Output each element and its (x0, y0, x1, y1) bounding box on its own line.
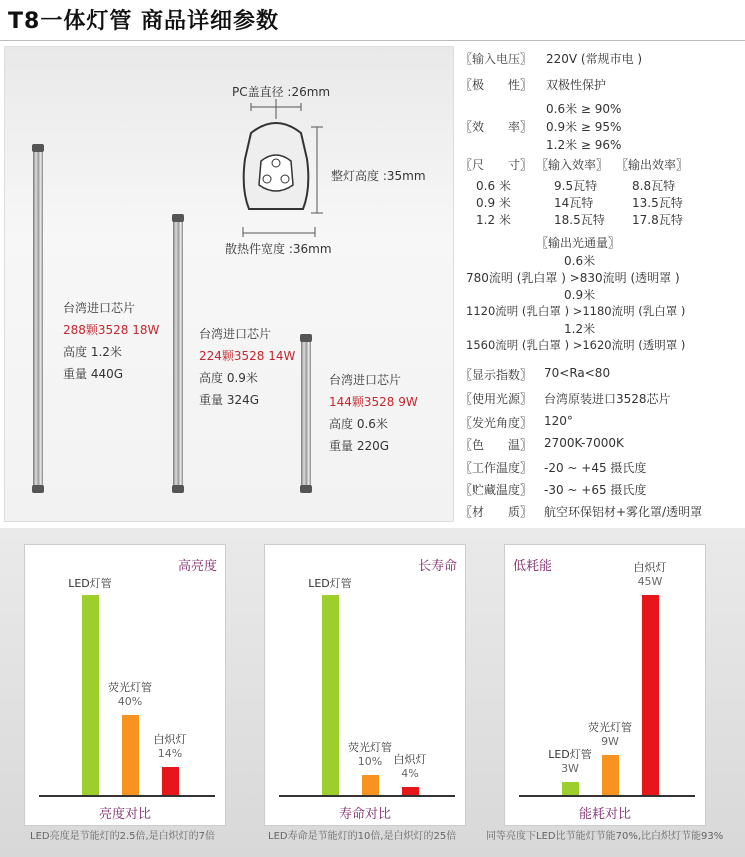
voltage-value: 220V (常规市电 ) (546, 52, 643, 66)
chart-bar (562, 782, 579, 795)
size-header: 〖尺 寸〗 (460, 158, 533, 172)
chart-bar-label (620, 559, 680, 588)
cri-key: 〖显示指数〗 (460, 368, 533, 382)
tube-1-weight: 重量 440G (63, 367, 124, 381)
size-row-2-size: 0.9 米 (476, 196, 511, 210)
lifespan-card-footer: 寿命对比 (338, 807, 391, 822)
chart-bar-value: 4% (401, 767, 419, 780)
chart-bar-name: 白炽灯 (393, 753, 427, 766)
chart-bar-name: LED灯管 (548, 748, 592, 761)
size-row-2-out: 13.5瓦特 (632, 196, 683, 210)
tube-1-chip: 台湾进口芯片 (63, 301, 136, 315)
tube-cross-section-diagram (231, 99, 331, 239)
chart-bar (122, 715, 139, 795)
lifespan-card (264, 544, 466, 826)
chart-bar (162, 767, 179, 795)
energy-card (504, 544, 706, 826)
chart-bar (362, 775, 379, 795)
size-row-3-in: 18.5瓦特 (554, 213, 605, 227)
size-row-1-out: 8.8瓦特 (632, 179, 676, 193)
energy-card-title: 低耗能 (513, 559, 553, 574)
flux-row-3-text: 1560流明 (乳白罩 ) >1620流明 (透明罩 ) (466, 338, 686, 352)
tube-3-chip: 台湾进口芯片 (329, 373, 402, 387)
working-temp-value: -20 ~ +45 摄氏度 (544, 461, 647, 475)
polarity-key: 〖极 性〗 (460, 78, 533, 92)
tube-1-led: 288颗3528 18W (63, 323, 160, 337)
tube-2-chip: 台湾进口芯片 (199, 327, 272, 341)
chart-bar-name: 荧光灯管 (588, 721, 632, 734)
polarity-value: 双极性保护 (546, 78, 607, 92)
footnote-lifespan: LED寿命是节能灯的10倍,是白炽灯的25倍 (268, 831, 457, 842)
storage-temp-key: 〖贮藏温度〗 (460, 483, 533, 497)
output-eff-header: 〖输出效率〗 (616, 158, 689, 172)
tube-3-weight: 重量 220G (329, 439, 390, 453)
pc-cover-diameter-label: PC盖直径 :26mm (232, 85, 331, 99)
chart-bar-label (300, 575, 360, 591)
chart-bar-value: 45W (637, 575, 663, 588)
size-row-1-size: 0.6 米 (476, 179, 511, 193)
tube-1-height: 高度 1.2米 (63, 345, 122, 359)
chart-bar-label (540, 746, 600, 775)
luminous-flux-key: 〖输出光通量〗 (536, 236, 621, 250)
tube-2-led: 224颗3528 14W (199, 349, 296, 363)
size-row-3-out: 17.8瓦特 (632, 213, 683, 227)
chart-bar-label (140, 731, 200, 760)
input-eff-header: 〖输入效率〗 (536, 158, 609, 172)
voltage-key: 〖输入电压〗 (460, 52, 533, 66)
footnote-energy: 同等亮度下LED比节能灯节能70%,比白炽灯节能93% (486, 831, 724, 842)
page-title: T8一体灯管 商品详细参数 (8, 9, 279, 34)
chart-axis (39, 795, 215, 797)
flux-row-2-text: 1120流明 (乳白罩 ) >1180流明 (乳白罩 ) (466, 304, 686, 318)
chart-bar-value: 40% (117, 695, 143, 708)
color-temp-key: 〖色 温〗 (460, 438, 533, 452)
chart-bar-name: LED灯管 (68, 577, 112, 590)
efficiency-0-6: 0.6米 ≥ 90% (546, 102, 622, 116)
title-divider (0, 40, 745, 41)
efficiency-0-9: 0.9米 ≥ 95% (546, 120, 622, 134)
product-image-panel (4, 46, 454, 522)
chart-bar-label (100, 679, 160, 708)
brightness-card-title: 高亮度 (177, 559, 217, 574)
chart-bar-name: 荧光灯管 (108, 681, 152, 694)
chart-bar-name: 白炽灯 (153, 733, 187, 746)
chart-axis (279, 795, 455, 797)
flux-row-1-text: 780流明 (乳白罩 ) >830流明 (透明罩 ) (466, 271, 680, 285)
flux-row-2-length: 0.9米 (564, 288, 596, 302)
chart-bar-label (580, 719, 640, 748)
chart-bar (402, 787, 419, 795)
tube-2-height: 高度 0.9米 (199, 371, 258, 385)
flux-row-3-length: 1.2米 (564, 322, 596, 336)
chart-bar-name: 白炽灯 (633, 561, 667, 574)
tube-3-led: 144颗3528 9W (329, 395, 418, 409)
chart-bar-name: 荧光灯管 (348, 741, 392, 754)
efficiency-key: 〖效 率〗 (460, 120, 533, 134)
light-source-key: 〖使用光源〗 (460, 392, 533, 406)
chart-bar-value: 3W (561, 762, 579, 775)
chart-bar (322, 595, 339, 795)
beam-angle-value: 120° (544, 414, 573, 428)
chart-bar-value: 10% (357, 755, 383, 768)
heatsink-width-label: 散热件宽度 :36mm (225, 242, 332, 256)
chart-bar-value: 14% (157, 747, 183, 760)
footnote-brightness: LED亮度是节能灯的2.5倍,是白炽灯的7倍 (30, 831, 216, 842)
energy-card-footer: 能耗对比 (578, 807, 631, 822)
chart-bar-label (380, 751, 440, 780)
chart-bar (82, 595, 99, 795)
chart-bar-label (60, 575, 120, 591)
working-temp-key: 〖工作温度〗 (460, 461, 533, 475)
light-source-value: 台湾原装进口3528芯片 (544, 392, 671, 406)
chart-axis (519, 795, 695, 797)
tube-3-height: 高度 0.6米 (329, 417, 388, 431)
material-key: 〖材 质〗 (460, 505, 533, 519)
size-row-2-in: 14瓦特 (554, 196, 594, 210)
tube-1-2m-image (33, 147, 43, 490)
storage-temp-value: -30 ~ +65 摄氏度 (544, 483, 647, 497)
chart-bar (602, 755, 619, 795)
tube-3-spec (329, 369, 418, 457)
efficiency-1-2: 1.2米 ≥ 96% (546, 138, 622, 152)
lifespan-card-title: 长寿命 (417, 559, 457, 574)
beam-angle-key: 〖发光角度〗 (460, 416, 533, 430)
chart-bar (642, 595, 659, 795)
color-temp-value: 2700K-7000K (544, 436, 624, 450)
cri-value: 70<Ra<80 (544, 366, 611, 380)
chart-bar-value: 9W (601, 735, 619, 748)
flux-row-1-length: 0.6米 (564, 254, 596, 268)
chart-bar-name: LED灯管 (308, 577, 352, 590)
tube-1-spec (63, 297, 159, 385)
tube-2-weight: 重量 324G (199, 393, 260, 407)
size-row-1-in: 9.5瓦特 (554, 179, 598, 193)
tube-2-spec (199, 323, 295, 411)
brightness-card-footer: 亮度对比 (98, 807, 151, 822)
brightness-card (24, 544, 226, 826)
tube-0-6m-image (301, 337, 311, 490)
material-value: 航空环保铝材+雾化罩/透明罩 (544, 505, 703, 519)
tube-0-9m-image (173, 217, 183, 490)
total-height-label: 整灯高度 :35mm (331, 169, 426, 183)
size-row-3-size: 1.2 米 (476, 213, 511, 227)
